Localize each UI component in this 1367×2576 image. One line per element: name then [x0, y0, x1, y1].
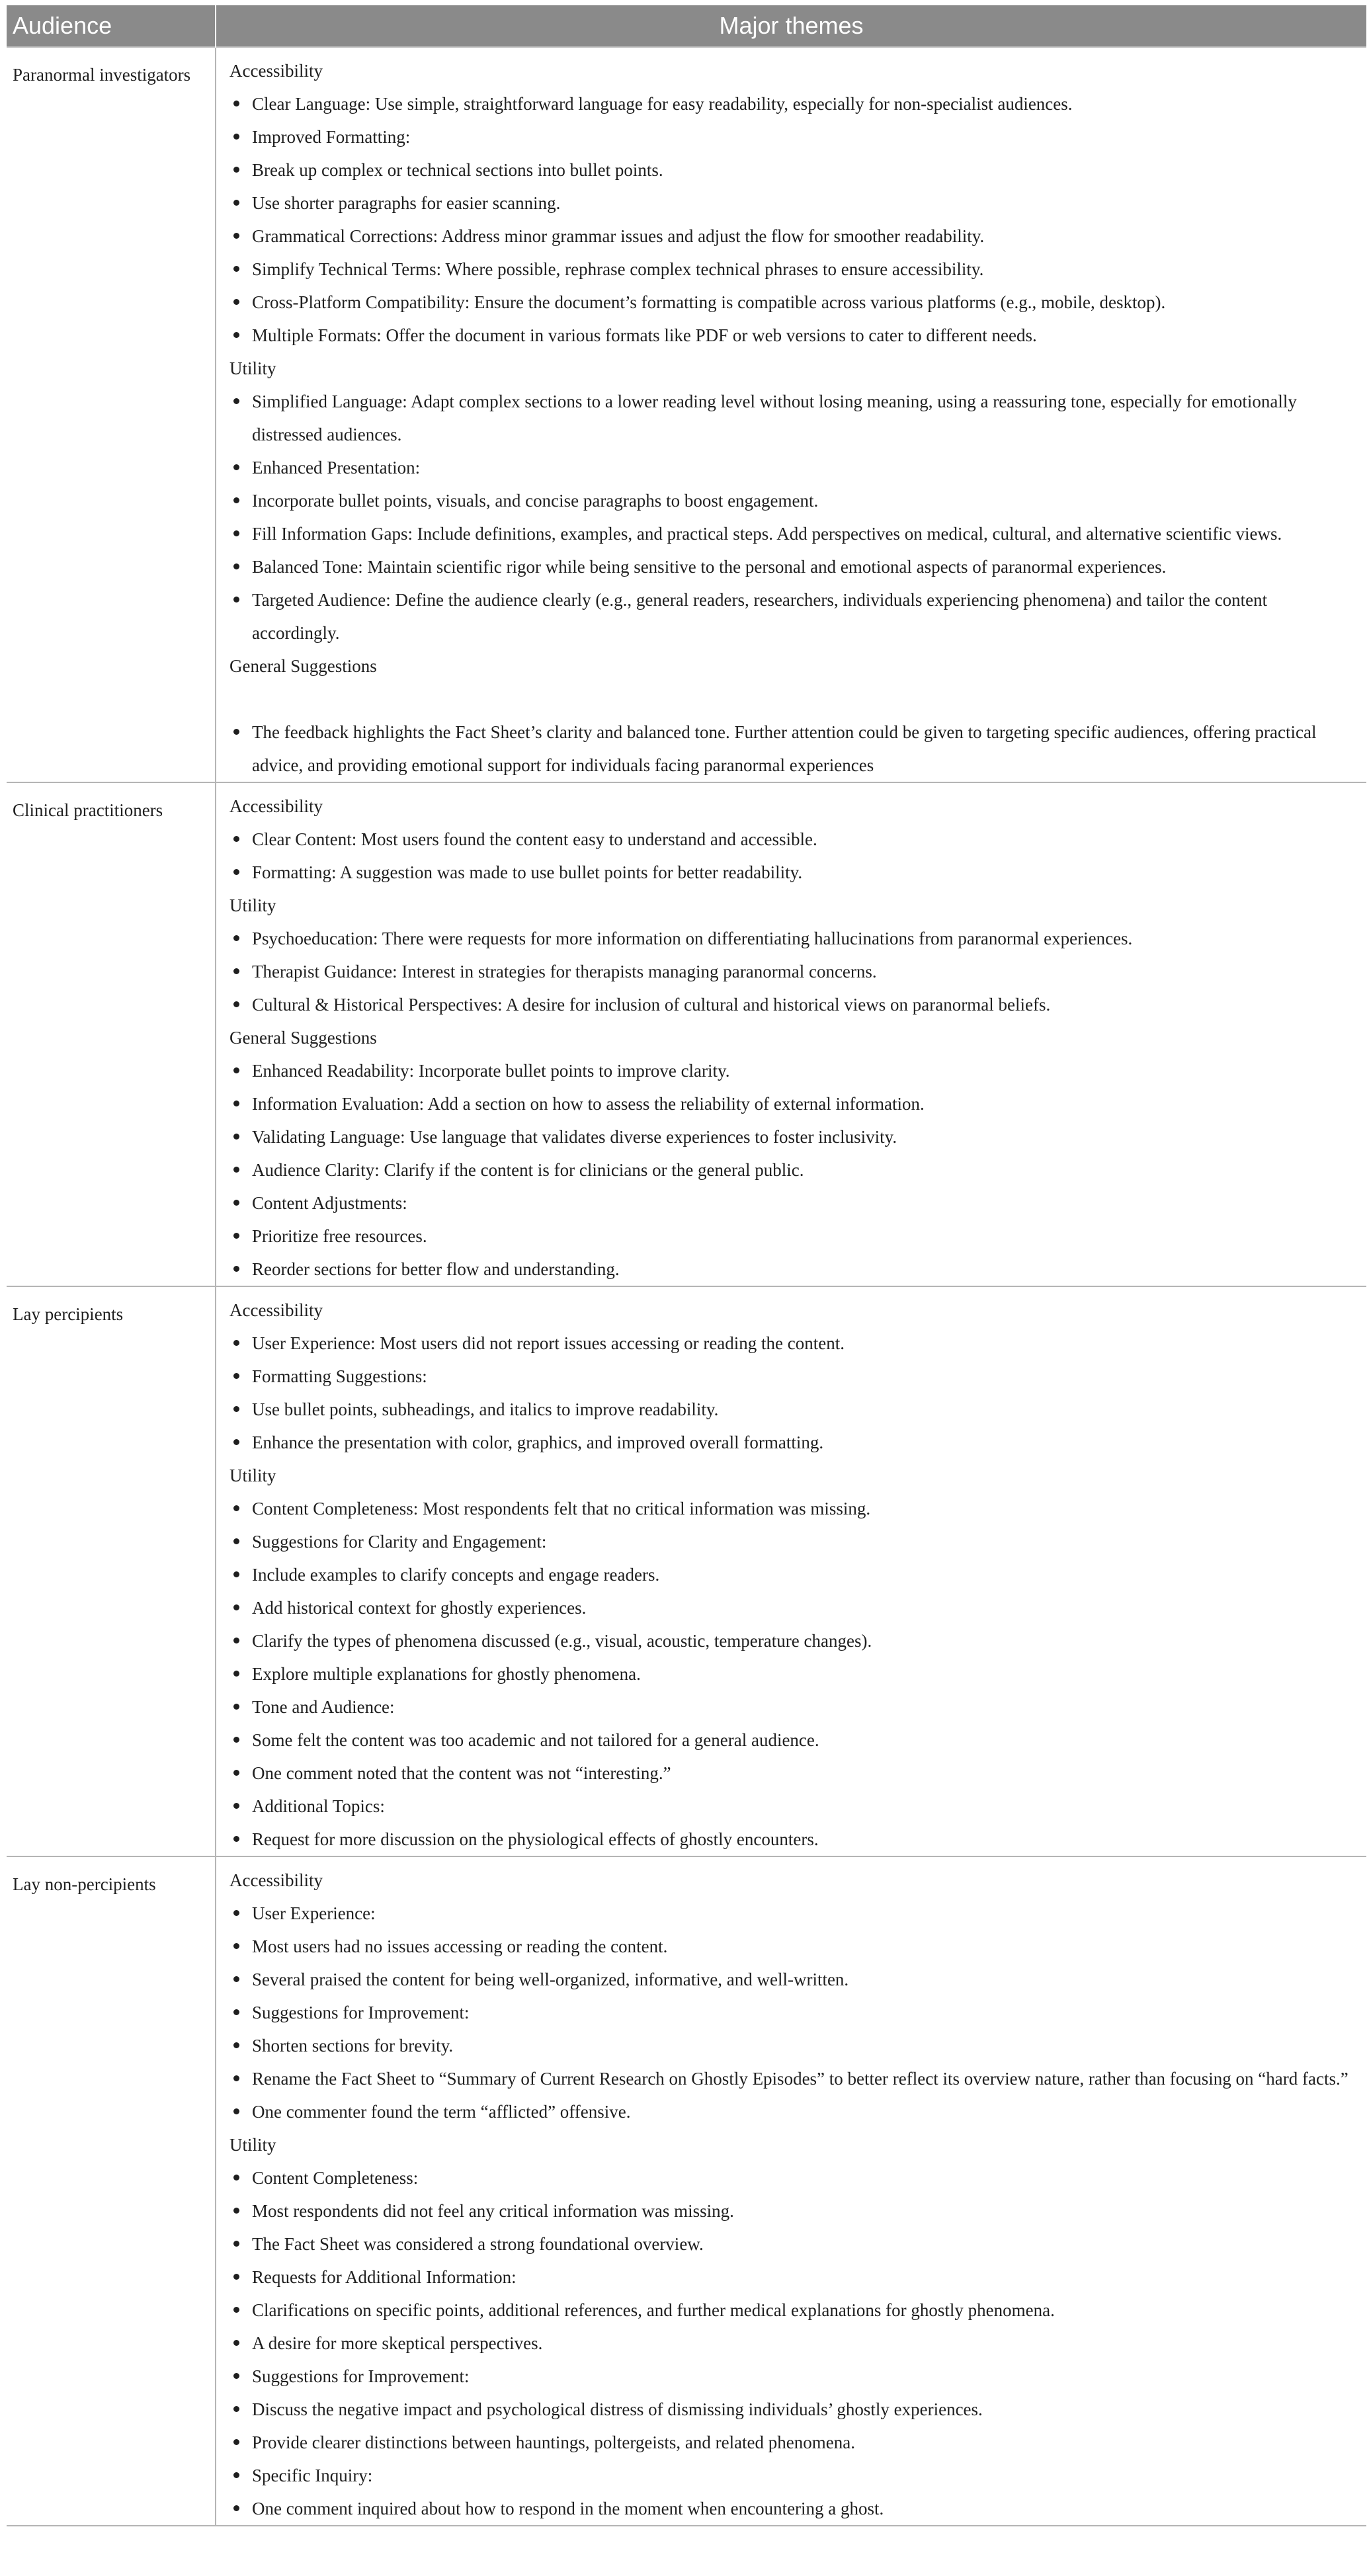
bullet-item: Information Evaluation: Add a section on how to assess the reliability of external information.: [229, 1087, 1354, 1120]
bullet-item: Audience Clarity: Clarify if the content is for clinicians or the general public.: [229, 1153, 1354, 1186]
bullet-item: Rename the Fact Sheet to “Summary of Current Research on Ghostly Episodes” to better reflect its overview nature, rather than focusing on “hard facts.”: [229, 2062, 1354, 2095]
bullet-item: Clarify the types of phenomena discussed (e.g., visual, acoustic, temperature changes).: [229, 1624, 1354, 1657]
audience-cell: Lay percipients: [7, 1286, 216, 1856]
header-major-themes: Major themes: [216, 5, 1366, 47]
bullet-item: Clear Content: Most users found the content easy to understand and accessible.: [229, 823, 1354, 856]
section-label: Accessibility: [229, 1870, 323, 1890]
table-header-row: [7, 5, 1366, 47]
bullet-item: Clarifications on specific points, additional references, and further medical explanations for ghostly phenomena.: [229, 2294, 1354, 2327]
bullet-item: Clear Language: Use simple, straightforward language for easy readability, especially for non-specialist audiences.: [229, 87, 1354, 120]
bullet-item: User Experience:: [229, 1897, 1354, 1930]
header-audience: Audience: [7, 5, 216, 47]
table-row: [7, 1856, 1366, 2526]
bullet-item: Simplify Technical Terms: Where possible, rephrase complex technical phrases to ensure accessibility.: [229, 253, 1354, 286]
audience-cell: Paranormal investigators: [7, 47, 216, 782]
section-label: Utility: [229, 2135, 276, 2155]
bullet-item: Enhanced Presentation:: [229, 451, 1354, 484]
bullet-item: Request for more discussion on the physiological effects of ghostly encounters.: [229, 1823, 1354, 1856]
bullet-item: User Experience: Most users did not report issues accessing or reading the content.: [229, 1327, 1354, 1360]
bullet-item: The feedback highlights the Fact Sheet’s clarity and balanced tone. Further attention could be given to targeting specific audiences, offering practical advice, and providing emotional support for individuals facing paranormal experiences: [229, 716, 1354, 782]
bullet-item: Include examples to clarify concepts and engage readers.: [229, 1558, 1354, 1591]
bullet-item: Prioritize free resources.: [229, 1220, 1354, 1253]
bullet-item: Use bullet points, subheadings, and italics to improve readability.: [229, 1393, 1354, 1426]
bullet-item: One comment inquired about how to respond in the moment when encountering a ghost.: [229, 2492, 1354, 2525]
themes-cell: [216, 782, 1366, 1286]
section-label: Utility: [229, 358, 276, 378]
section-label: Accessibility: [229, 796, 323, 816]
bullet-item: Add historical context for ghostly experiences.: [229, 1591, 1354, 1624]
themes-cell: [216, 1286, 1366, 1856]
bullet-item: Specific Inquiry:: [229, 2459, 1354, 2492]
bullet-item: Some felt the content was too academic and not tailored for a general audience.: [229, 1724, 1354, 1757]
bullet-item: Suggestions for Clarity and Engagement:: [229, 1525, 1354, 1558]
bullet-item: Balanced Tone: Maintain scientific rigor while being sensitive to the personal and emotional aspects of paranormal experiences.: [229, 550, 1354, 583]
audience-cell: Clinical practitioners: [7, 782, 216, 1286]
themes-cell: [216, 47, 1366, 782]
section-label: Utility: [229, 1466, 276, 1485]
bullet-item: Provide clearer distinctions between hauntings, poltergeists, and related phenomena.: [229, 2426, 1354, 2459]
bullet-item: Targeted Audience: Define the audience clearly (e.g., general readers, researchers, individuals experiencing phenomena) and tailor the content accordingly.: [229, 583, 1354, 649]
bullet-item: Cultural & Historical Perspectives: A desire for inclusion of cultural and historical views on paranormal beliefs.: [229, 988, 1354, 1021]
bullet-item: Psychoeducation: There were requests for more information on differentiating hallucinations from paranormal experiences.: [229, 922, 1354, 955]
bullet-item: Content Completeness: Most respondents felt that no critical information was missing.: [229, 1492, 1354, 1525]
table-body: [7, 47, 1366, 2526]
bullet-item: Requests for Additional Information:: [229, 2261, 1354, 2294]
bullet-item: Validating Language: Use language that validates diverse experiences to foster inclusivity.: [229, 1120, 1354, 1153]
bullet-item: Explore multiple explanations for ghostly phenomena.: [229, 1657, 1354, 1690]
table-row: [7, 1286, 1366, 1856]
bullet-item: Shorten sections for brevity.: [229, 2029, 1354, 2062]
table-row: [7, 782, 1366, 1286]
bullet-item: Cross-Platform Compatibility: Ensure the document’s formatting is compatible across various platforms (e.g., mobile, desktop).: [229, 286, 1354, 319]
bullet-item: Most users had no issues accessing or reading the content.: [229, 1930, 1354, 1963]
section-label: General Suggestions: [229, 1028, 377, 1048]
themes-cell: [216, 1856, 1366, 2526]
section-label: Accessibility: [229, 61, 323, 81]
bullet-item: Reorder sections for better flow and understanding.: [229, 1253, 1354, 1286]
section-label: General Suggestions: [229, 656, 377, 676]
bullet-item: Enhance the presentation with color, graphics, and improved overall formatting.: [229, 1426, 1354, 1459]
bullet-item: Formatting Suggestions:: [229, 1360, 1354, 1393]
bullet-item: Most respondents did not feel any critical information was missing.: [229, 2194, 1354, 2227]
bullet-item: Multiple Formats: Offer the document in various formats like PDF or web versions to cater to different needs.: [229, 319, 1354, 352]
bullet-item: One commenter found the term “afflicted” offensive.: [229, 2095, 1354, 2128]
bullet-item: Suggestions for Improvement:: [229, 2360, 1354, 2393]
bullet-item: Content Adjustments:: [229, 1186, 1354, 1220]
bullet-item: A desire for more skeptical perspectives.: [229, 2327, 1354, 2360]
bullet-item: The Fact Sheet was considered a strong foundational overview.: [229, 2227, 1354, 2261]
bullet-item: Improved Formatting:: [229, 120, 1354, 153]
bullet-item: Additional Topics:: [229, 1790, 1354, 1823]
bullet-item: Fill Information Gaps: Include definitions, examples, and practical steps. Add perspectives on medical, cultural, and alternative scientific views.: [229, 517, 1354, 550]
section-label: Accessibility: [229, 1300, 323, 1320]
bullet-item: Grammatical Corrections: Address minor grammar issues and adjust the flow for smoother readability.: [229, 220, 1354, 253]
bullet-item: Break up complex or technical sections into bullet points.: [229, 153, 1354, 187]
themes-table: [7, 5, 1366, 2526]
bullet-item: Several praised the content for being well-organized, informative, and well-written.: [229, 1963, 1354, 1996]
spacer: [229, 683, 1354, 716]
bullet-item: Content Completeness:: [229, 2161, 1354, 2194]
audience-cell: Lay non-percipients: [7, 1856, 216, 2526]
bullet-item: One comment noted that the content was not “interesting.”: [229, 1757, 1354, 1790]
section-label: Utility: [229, 895, 276, 915]
bullet-item: Formatting: A suggestion was made to use bullet points for better readability.: [229, 856, 1354, 889]
bullet-item: Simplified Language: Adapt complex sections to a lower reading level without losing meaning, using a reassuring tone, especially for emotionally distressed audiences.: [229, 385, 1354, 451]
bullet-item: Use shorter paragraphs for easier scanning.: [229, 187, 1354, 220]
bullet-item: Tone and Audience:: [229, 1690, 1354, 1724]
table-row: [7, 47, 1366, 782]
bullet-item: Suggestions for Improvement:: [229, 1996, 1354, 2029]
bullet-item: Incorporate bullet points, visuals, and concise paragraphs to boost engagement.: [229, 484, 1354, 517]
bullet-item: Therapist Guidance: Interest in strategies for therapists managing paranormal concerns.: [229, 955, 1354, 988]
bullet-item: Discuss the negative impact and psychological distress of dismissing individuals’ ghostly experiences.: [229, 2393, 1354, 2426]
bullet-item: Enhanced Readability: Incorporate bullet points to improve clarity.: [229, 1054, 1354, 1087]
